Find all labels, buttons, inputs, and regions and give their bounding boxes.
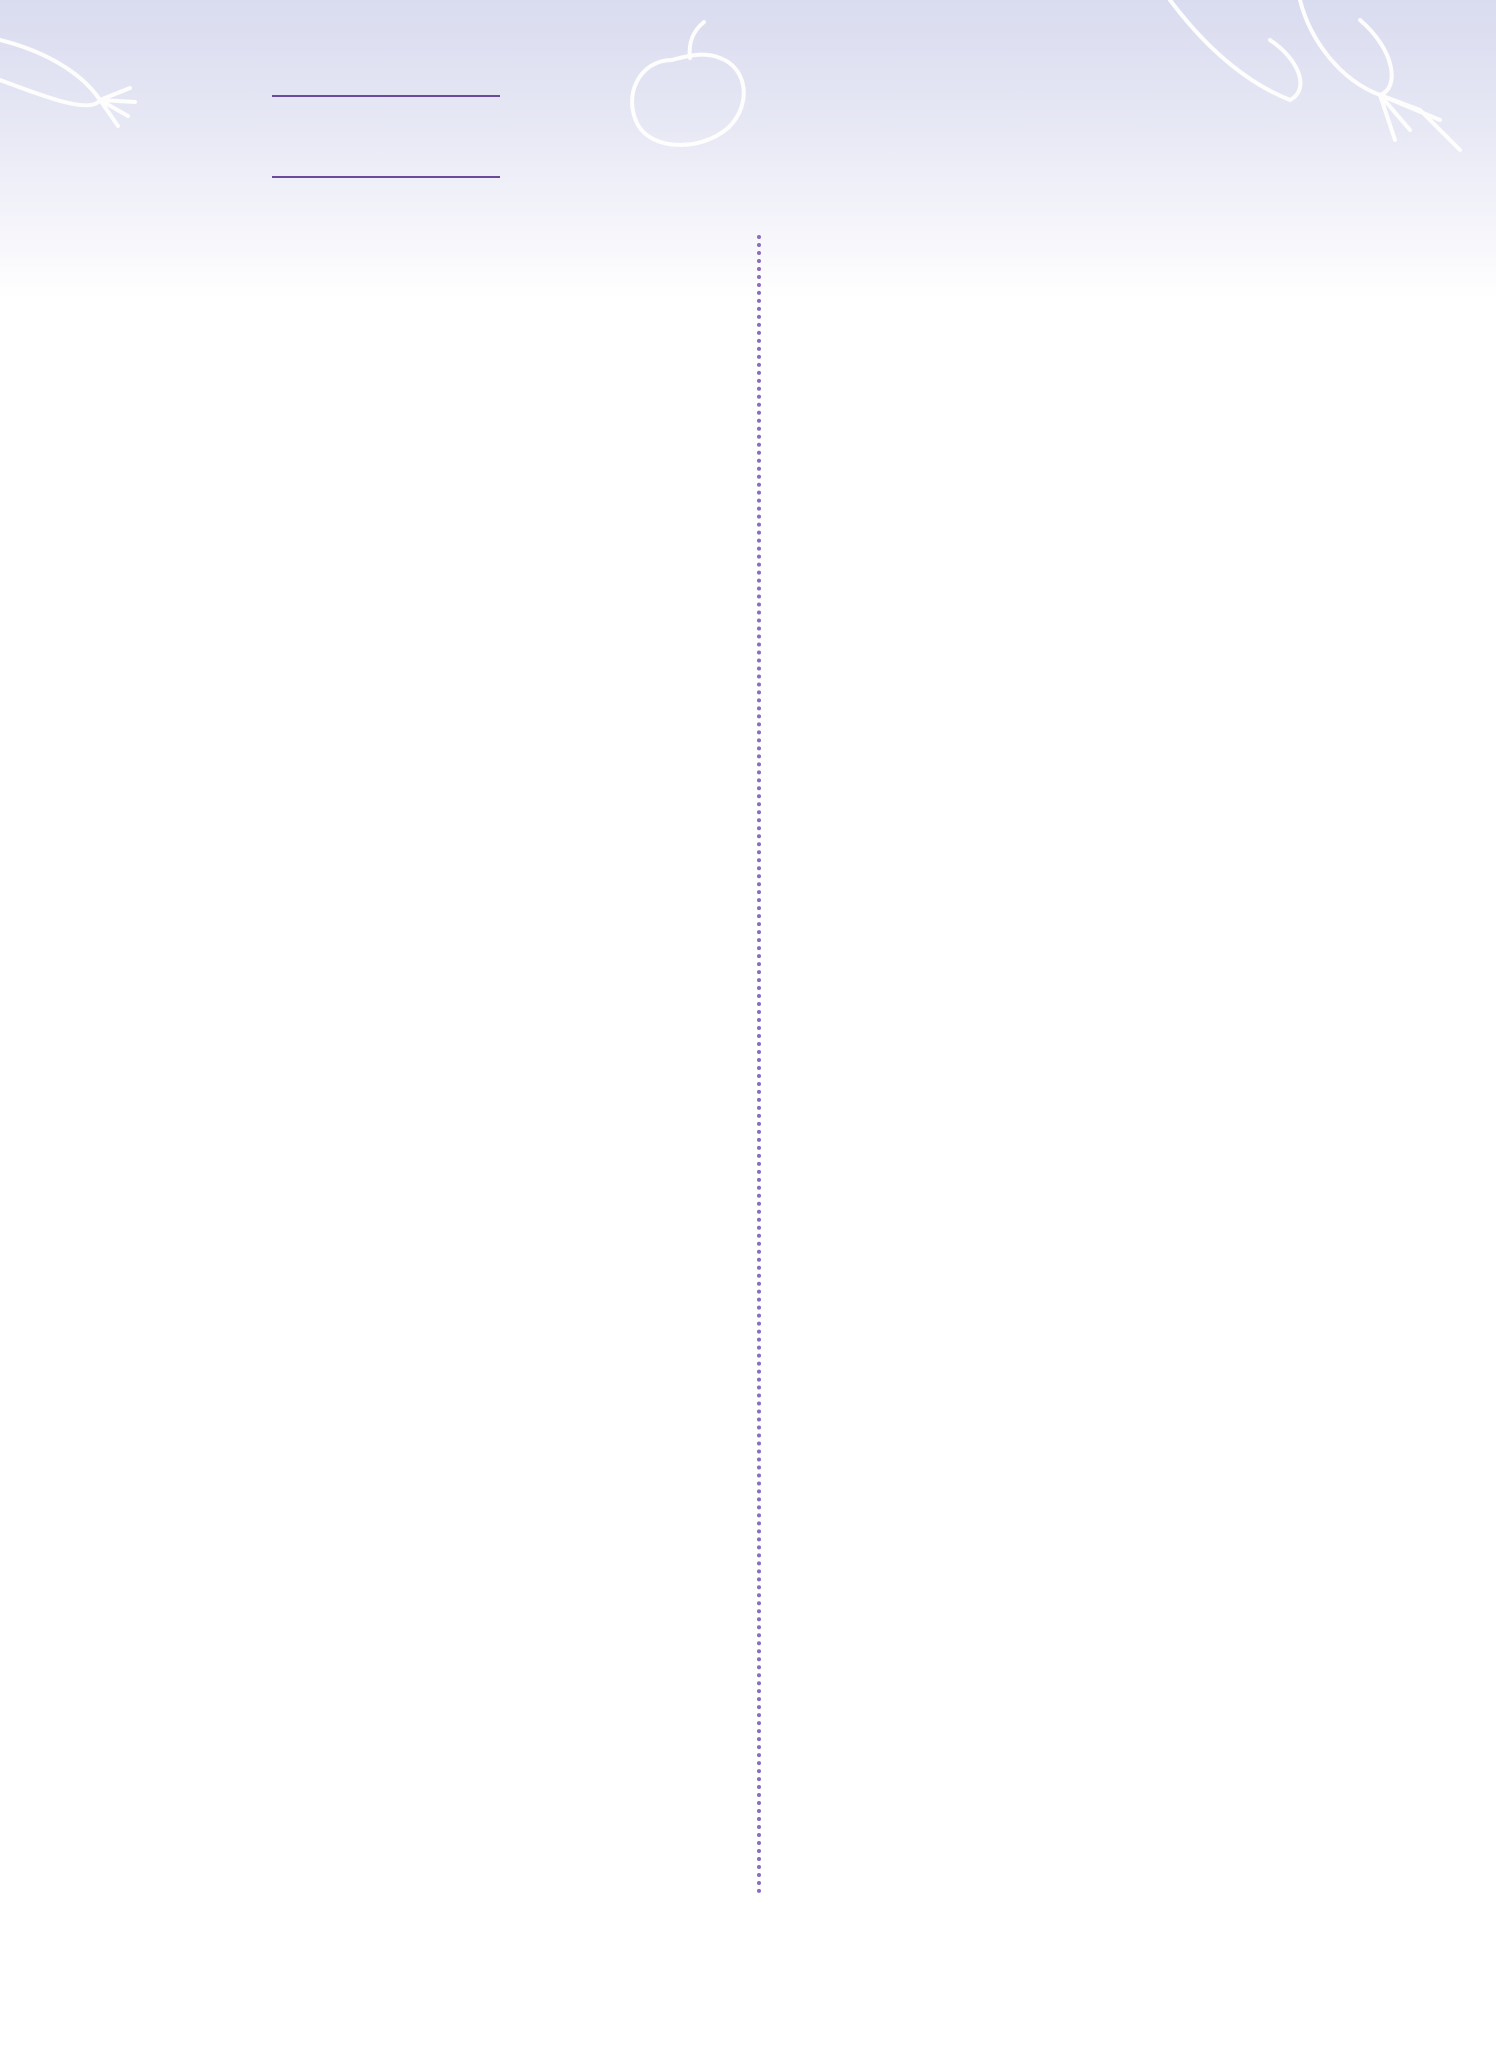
title-bottom-rule (272, 176, 500, 178)
vegetable-illustration (0, 0, 1496, 300)
title-top-rule (272, 95, 500, 97)
column-divider (757, 235, 761, 1895)
